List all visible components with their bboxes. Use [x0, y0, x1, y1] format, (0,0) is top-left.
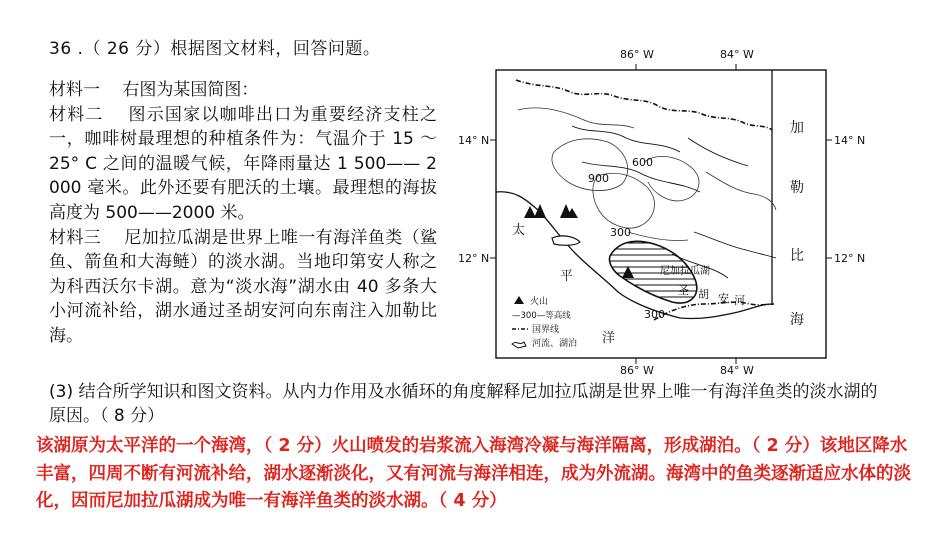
lake-label: 尼加拉瓜湖	[660, 266, 710, 277]
country-map	[458, 42, 866, 377]
lon-top-84: 84° W	[720, 48, 754, 61]
caribbean-char-4: 海	[790, 312, 804, 328]
lon-bottom-84: 84° W	[720, 364, 754, 377]
river-char-2: 胡	[698, 288, 709, 301]
lon-top-86: 86° W	[620, 48, 654, 61]
caribbean-char-3: 比	[790, 248, 804, 264]
legend-border: 国界线	[532, 325, 560, 335]
contour-label-300-b: 300	[644, 308, 665, 321]
materials-block	[49, 78, 437, 349]
material-three: 材料三 尼加拉瓜湖是世界上唯一有海洋鱼类（鲨鱼、箭鱼和大海鲢）的淡水湖。当地印第安人称之为科西沃尔卡湖。意为“淡水海”湖水由 40 多条大小河流补给，湖水通过圣胡安河向东南注入加勒比海。	[49, 227, 437, 346]
sub-question: (3) 结合所学知识和图文资料。从内力作用及水循环的角度解释尼加拉瓜湖是世界上唯一有海洋鱼类的淡水湖的原因。（ 8 分）	[49, 382, 878, 426]
question-header: 36 .（ 26 分）根据图文材料，回答问题。	[49, 39, 381, 59]
lat-left-14: 14° N	[458, 134, 490, 147]
lon-bottom-86: 86° W	[620, 364, 654, 377]
contour-label-300-a: 300	[610, 226, 631, 239]
contour-label-600: 600	[632, 156, 653, 169]
legend-river-lake: 河流、湖泊	[532, 339, 578, 349]
river-char-1: 圣	[678, 284, 689, 297]
legend-volcano: 火山	[530, 297, 549, 307]
map-legend	[506, 288, 596, 354]
material-two: 材料二 图示国家以咖啡出口为重要经济支柱之一，咖啡树最理想的种植条件为：气温介于 15 ～25° C 之间的温暖气候，年降雨量达 1 500—— 2 000 毫米。此外还要有肥沃的土壤。最理想的海拔高度为 500——2000 米。	[49, 104, 437, 223]
material-one: 材料一 右图为某国简图：	[49, 80, 259, 100]
lat-right-14: 14° N	[834, 134, 866, 147]
legend-contour: —300—等高线	[512, 311, 571, 321]
contour-label-900: 900	[588, 172, 609, 185]
pacific-char-2: 平	[560, 269, 574, 284]
caribbean-char-2: 勒	[790, 180, 804, 196]
river-char-3: 安	[718, 292, 729, 305]
lat-right-12: 12° N	[834, 252, 866, 265]
pacific-char-3: 洋	[602, 331, 616, 346]
pacific-char-1: 太	[512, 223, 526, 238]
answer-text: 该湖原为太平洋的一个海湾，（ 2 分）火山喷发的岩浆流入海湾冷凝与海洋隔离，形成湖泊。（ 2 分）该地区降水丰富，四周不断有河流补给，湖水逐渐淡化，又有河流与海洋相连，成为外流湖。海湾中的鱼类逐渐适应水体的淡化，因而尼加拉瓜湖成为唯一有海洋鱼类的淡水湖。（ 4 分）	[36, 436, 911, 511]
river-char-4: 河	[734, 294, 745, 307]
caribbean-char-1: 加	[790, 120, 804, 136]
lat-left-12: 12° N	[458, 252, 490, 265]
